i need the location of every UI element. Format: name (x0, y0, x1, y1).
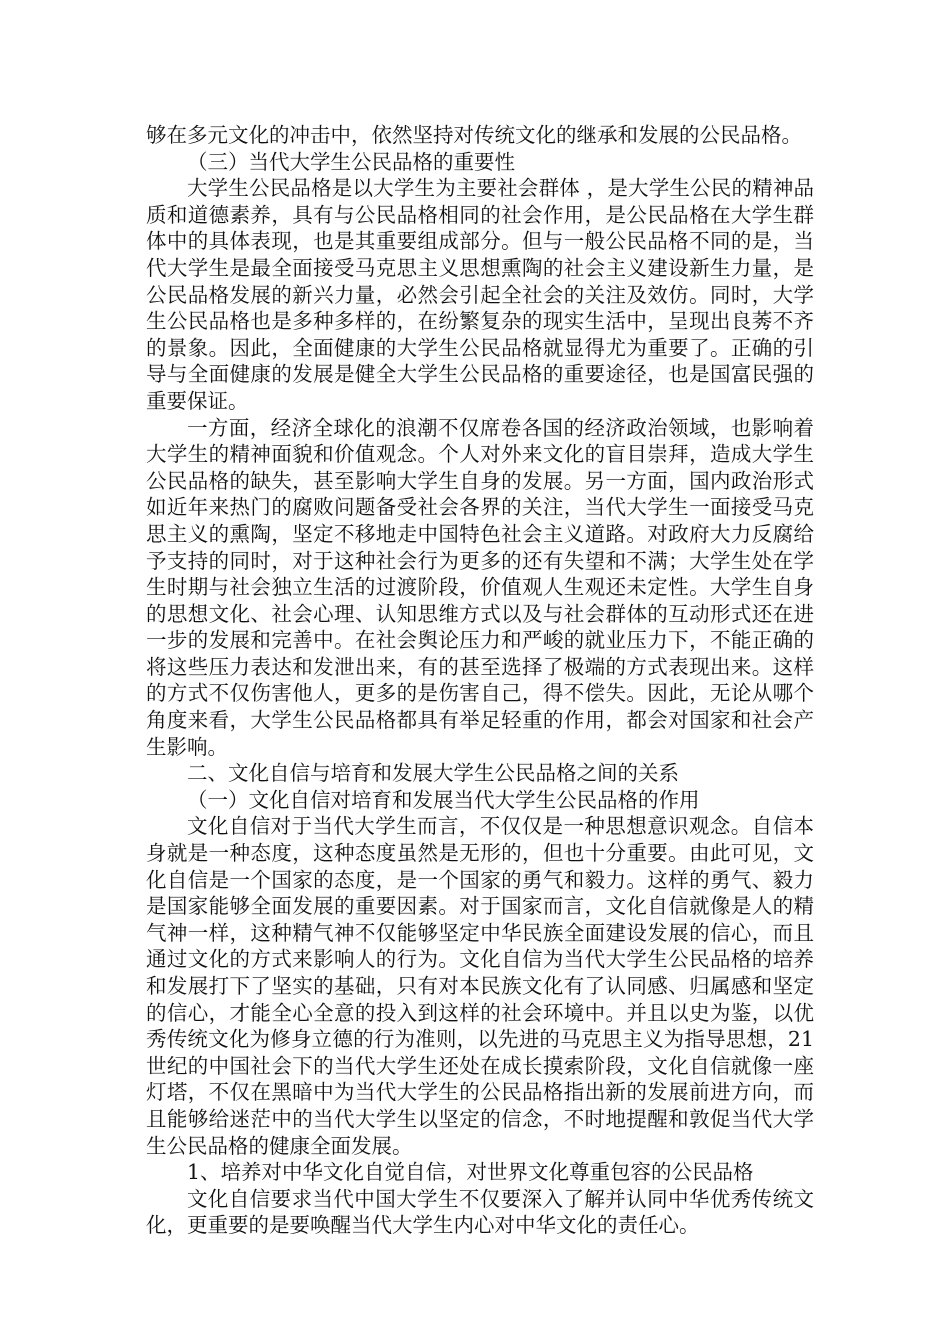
paragraph-body: 文化自信要求当代中国大学生不仅要深入了解并认同中华优秀传统文化，更重要的是要唤醒当代大学生内心对中华文化的责任心。 (146, 1186, 814, 1238)
subsection-heading-cultivation: 1、培养对中华文化自觉自信，对世界文化尊重包容的公民品格 (187, 1160, 754, 1185)
paragraph-body: 大学生公民品格是以大学生为主要社会群体 ，是大学生公民的精神品质和道德素养，具有与公民品格相同的社会作用，是公民品格在大学生群体中的具体表现，也是其重要组成部分。但与一般公民品格不同的是，当代大学生是最全面接受马克思主义思想熏陶的社会主义建设新生力量，是公民品格发展的新兴力量，必然会引起全社会的关注及效仿。同时，大学生公民品格也是多种多样的，在纷繁复杂的现实生活中，呈现出良莠不齐的景象。因此，全面健康的大学生公民品格就显得尤为重要了。正确的引导与全面健康的发展是健全大学生公民品格的重要途径，也是国富民强的重要保证。 (146, 176, 814, 413)
paragraph-body: 文化自信对于当代大学生而言，不仅仅是一种思想意识观念。自信本身就是一种态度，这种态度虽然是无形的，但也十分重要。由此可见，文化自信是一个国家的态度，是一个国家的勇气和毅力。这样的勇气、毅力是国家能够全面发展的重要因素。对于国家而言，文化自信就像是人的精气神一样，这种精气神不仅能够坚定中华民族全面建设发展的信心，而且通过文化的方式来影响人的行为。文化自信为当代大学生公民品格的培养和发展打下了坚实的基础，只有对本民族文化有了认同感、归属感和坚定的信心，才能全心全意的投入到这样的社会环境中。并且以史为鉴，以优秀传统文化为修身立德的行为准则，以先进的马克思主义为指导思想，21 世纪的中国社会下的当代大学生还处在成长摸索阶段，文化自信就像一座灯塔，不仅在黑暗中为当代大学生的公民品格指出新的发展前进方向，而且能够给迷茫中的当代大学生以坚定的信念，不时地提醒和敦促当代大学生公民品格的健康全面发展。 (146, 814, 814, 1158)
section-heading-importance: （三）当代大学生公民品格的重要性 (187, 149, 515, 174)
paragraph-body: 一方面，经济全球化的浪潮不仅席卷各国的经济政治领域，也影响着大学生的精神面貌和价值观念。个人对外来文化的盲目崇拜，造成大学生公民品格的缺失，甚至影响大学生自身的发展。另一方面，国内政治形式如近年来热门的腐败问题备受社会各界的关注，当代大学生一面接受马克思主义的熏陶，坚定不移地走中国特色社会主义道路。对政府大力反腐给予支持的同时，对于这种社会行为更多的还有失望和不满；大学生处在学生时期与社会独立生活的过渡阶段，价值观人生观还未定性。大学生自身的思想文化、社会心理、认知思维方式以及与社会群体的互动形式还在进一步的发展和完善中。在社会舆论压力和严峻的就业压力下，不能正确的将这些压力表达和发泄出来，有的甚至选择了极端的方式表现出来。这样的方式不仅伤害他人，更多的是伤害自己，得不偿失。因此，无论从哪个角度来看，大学生公民品格都具有举足轻重的作用，都会对国家和社会产生影响。 (146, 415, 814, 759)
document-page (146, 122, 814, 1239)
section-heading-role: （一）文化自信对培育和发展当代大学生公民品格的作用 (187, 787, 700, 812)
chapter-heading-relationship: 二、文化自信与培育和发展大学生公民品格之间的关系 (187, 761, 679, 786)
paragraph-continuation: 够在多元文化的冲击中，依然坚持对传统文化的继承和发展的公民品格。 (146, 123, 802, 147)
